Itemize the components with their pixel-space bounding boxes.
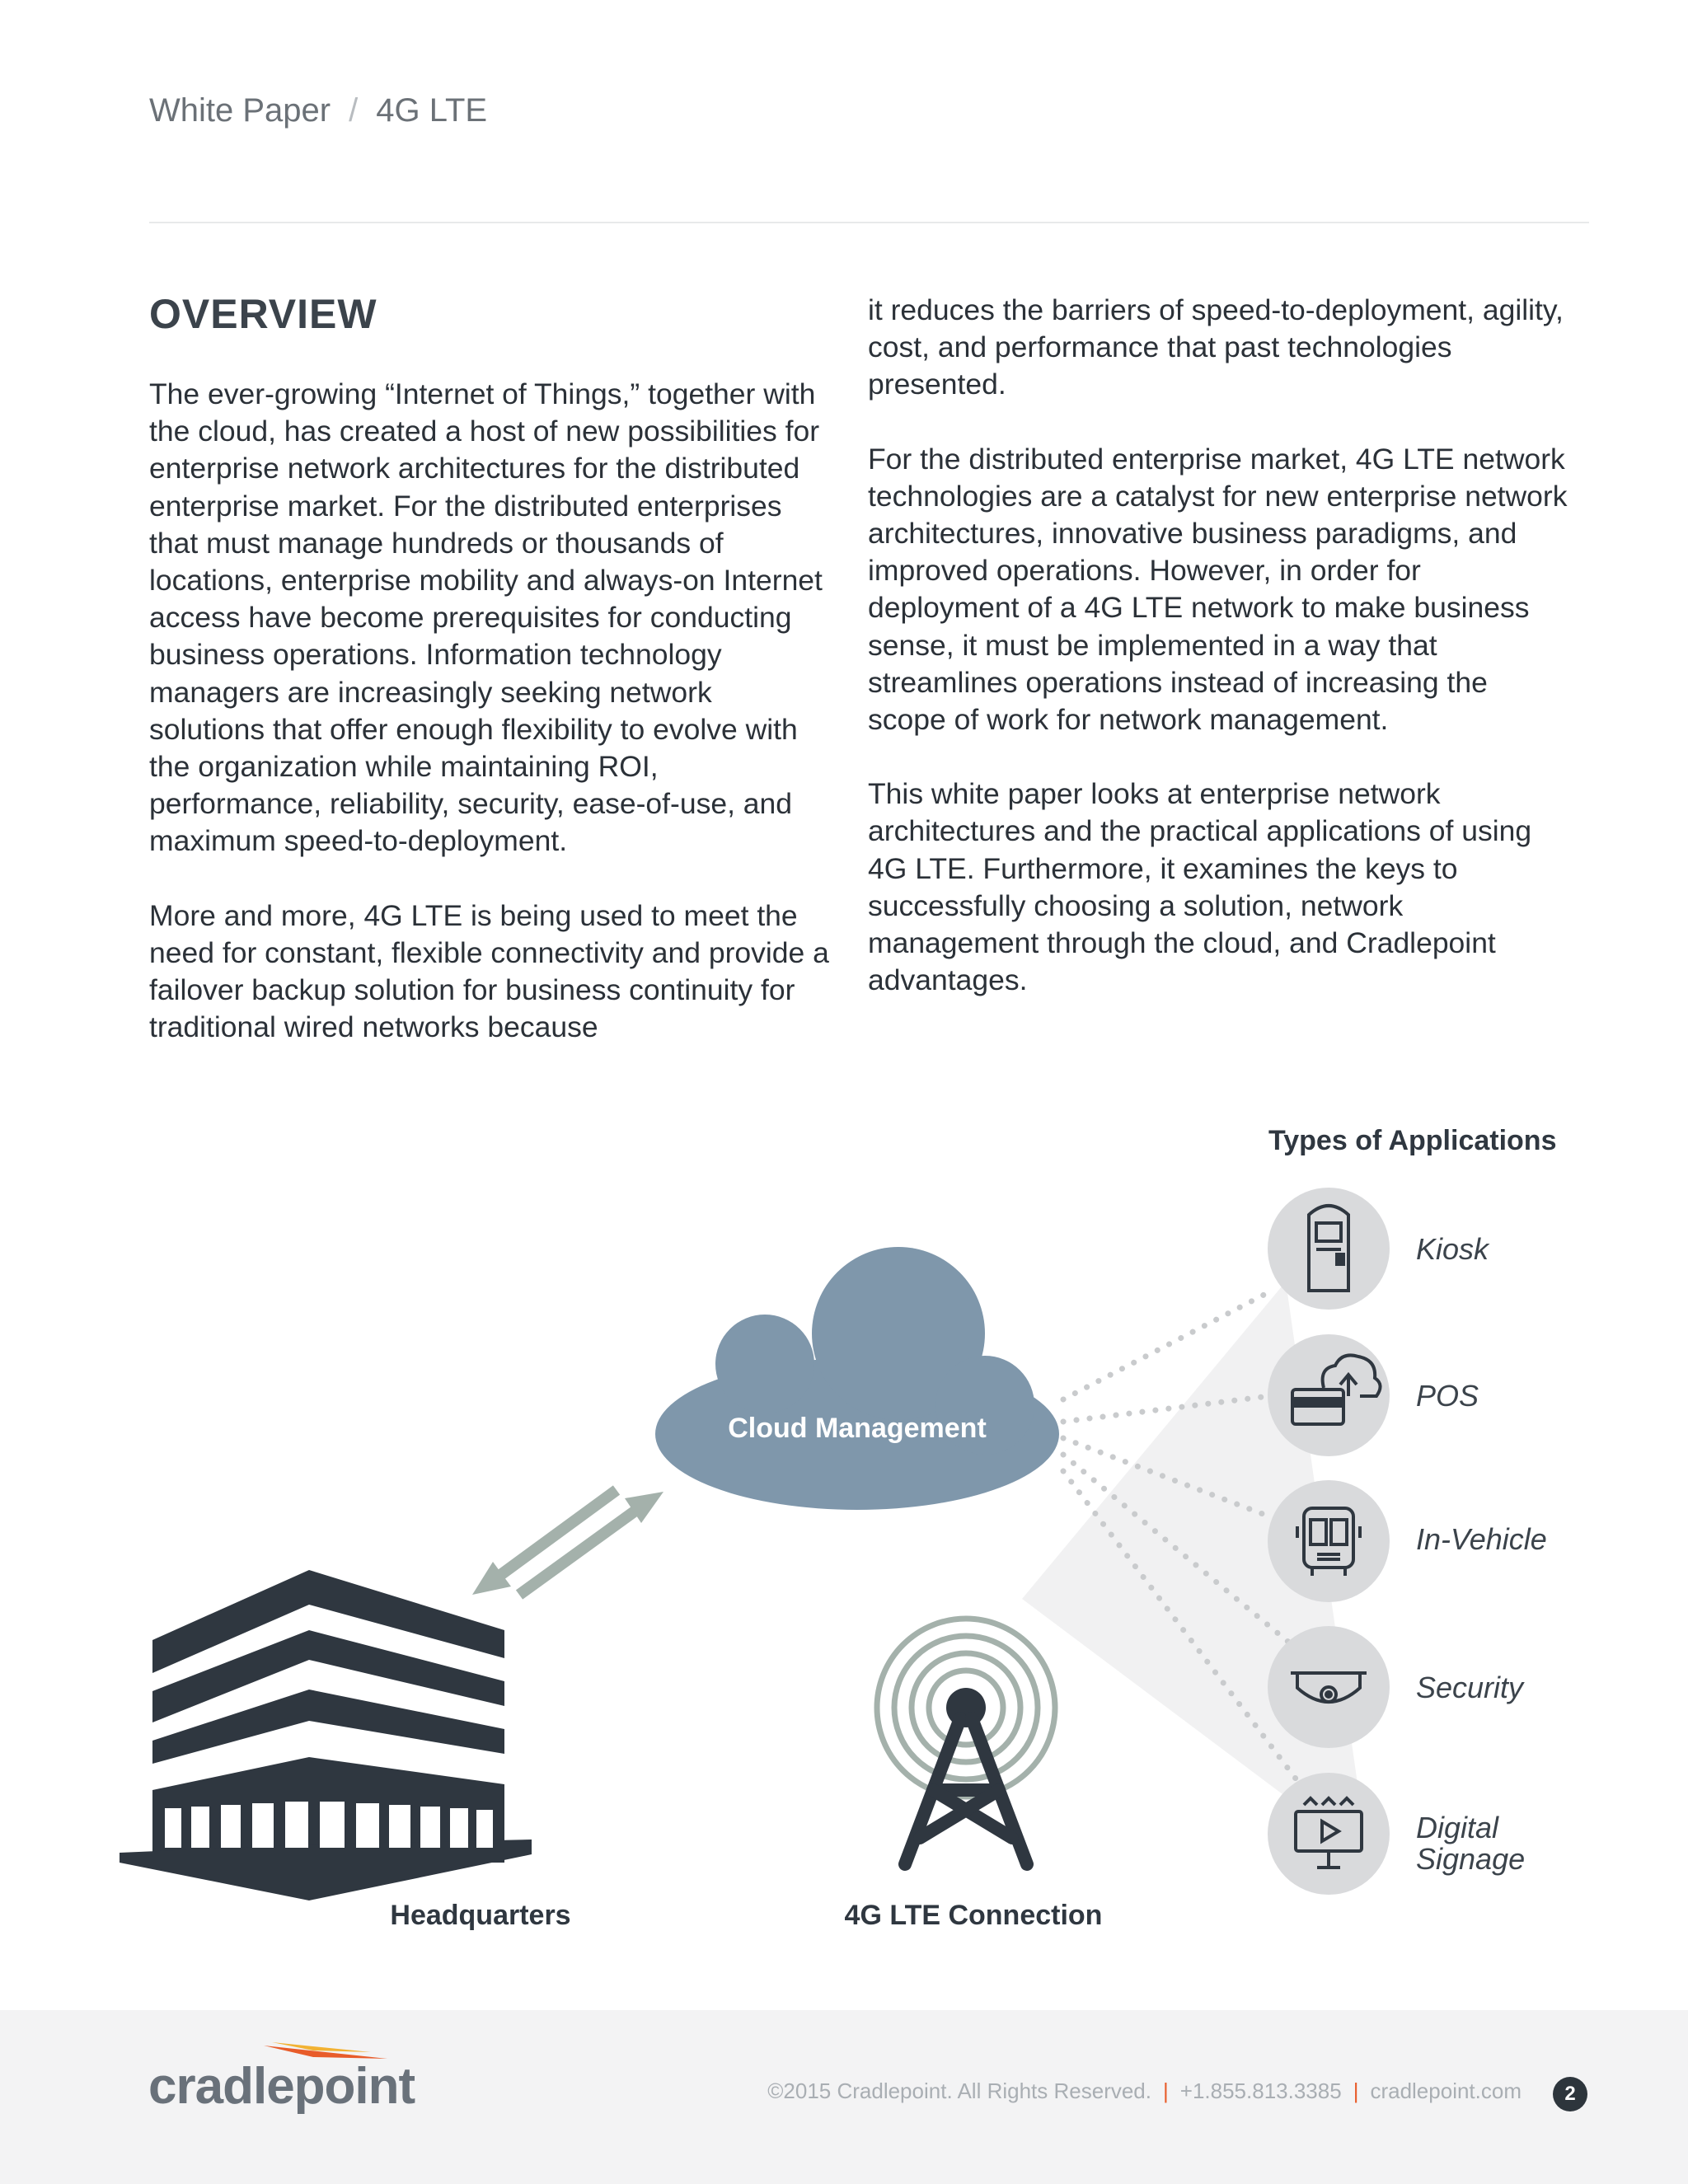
headquarters-building-icon [120, 1570, 532, 1900]
left-column [149, 376, 833, 1083]
lte-label: 4G LTE Connection [844, 1900, 1103, 1931]
breadcrumb-section: White Paper [149, 92, 331, 129]
page-number: 2 [1553, 2077, 1587, 2111]
paragraph: The ever-growing “Internet of Things,” together with the cloud, has created a host of new possibilities for enterprise network architectures for the distributed enterprise market. For the distributed enterprises that must manage hundreds or thousands of locations, enterprise mobility and always-on Internet access have become prerequisites for conducting business operations. Information technology managers are increasingly seeking network solutions that offer enough flexibility to evolve with the organization while maintaining ROI, performance, reliability, security, ease-of-use, and maximum speed-to-deployment. [149, 377, 823, 858]
paragraph: it reduces the barriers of speed-to-deployment, agility, cost, and performance that past technologies presented. [868, 293, 1564, 401]
application-pos [1268, 1334, 1479, 1456]
divider: | [1163, 2079, 1169, 2103]
copyright: ©2015 Cradlepoint. All Rights Reserved. [767, 2079, 1151, 2103]
paragraph: For the distributed enterprise market, 4G LTE network technologies are a catalyst for new enterprise network architectures, innovative business paradigms, and improved operations. However, in order for deployment of a 4G LTE network to make business sense, it must be implemented in a way that streamlines operations instead of increasing the scope of work for network management. [868, 442, 1568, 737]
applications-title: Types of Applications [1268, 1125, 1557, 1156]
header-divider [149, 222, 1589, 223]
cloud-label: Cloud Management [728, 1413, 987, 1444]
lte-tower-icon [877, 1619, 1055, 1864]
application-kiosk [1268, 1188, 1490, 1310]
application-digital-signage [1268, 1773, 1525, 1895]
application-label: In-Vehicle [1416, 1522, 1547, 1556]
footer-info [767, 2079, 1522, 2104]
application-label: Kiosk [1416, 1232, 1489, 1266]
breadcrumb-separator: / [349, 92, 359, 129]
application-label: Signage [1416, 1842, 1526, 1876]
application-in-vehicle [1268, 1480, 1547, 1602]
application-security [1268, 1626, 1525, 1748]
paragraph: More and more, 4G LTE is being used to meet the need for constant, flexible connectivity and provide a failover backup solution for business continuity for traditional wired networks because [149, 898, 829, 1044]
paragraph: This white paper looks at enterprise network architectures and the practical applications of using 4G LTE. Furthermore, it examines the keys to successfully choosing a solution, network management through the cloud, and Cradlepoint advantages. [868, 777, 1532, 997]
divider: | [1353, 2079, 1359, 2103]
logo-text: cradlepoint [148, 2058, 415, 2115]
phone-number[interactable]: +1.855.813.3385 [1179, 2079, 1342, 2103]
application-label: POS [1416, 1379, 1479, 1413]
breadcrumb [149, 92, 487, 129]
application-label: Digital [1416, 1811, 1499, 1844]
sync-arrows-icon [472, 1490, 663, 1595]
website-link[interactable]: cradlepoint.com [1370, 2079, 1522, 2103]
application-label: Security [1416, 1671, 1524, 1704]
network-diagram [0, 1096, 1688, 2011]
right-column [868, 292, 1568, 1036]
cloud-management [655, 1247, 1059, 1510]
section-heading: OVERVIEW [149, 291, 377, 337]
headquarters-label: Headquarters [390, 1900, 571, 1931]
breadcrumb-topic: 4G LTE [376, 92, 488, 129]
